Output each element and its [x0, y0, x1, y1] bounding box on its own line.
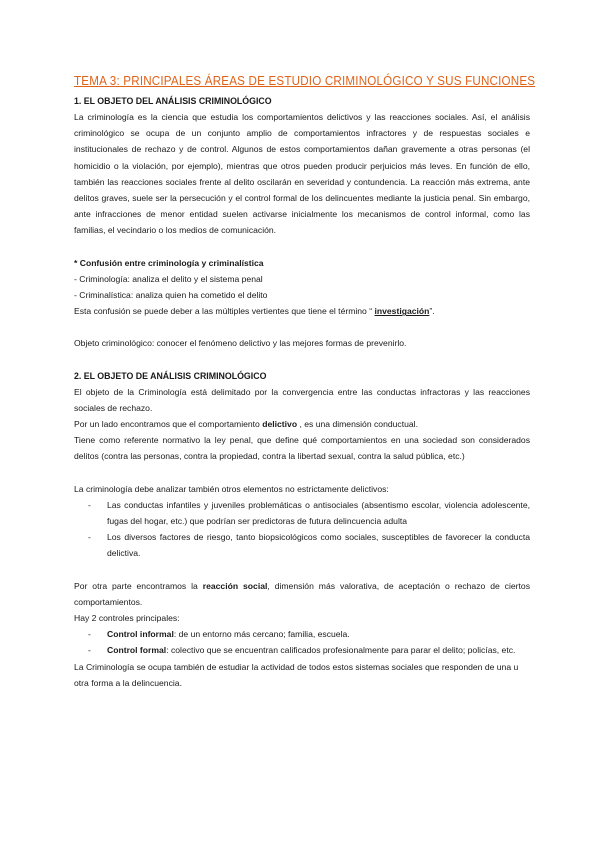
section-1-heading: 1. EL OBJETO DEL ANÁLISIS CRIMINOLÓGICO [74, 96, 272, 106]
closing-paragraph: La Criminología se ocupa también de estudiar la actividad de todos estos sistemas sociales que responden de una u otra forma a la delincuencia. [74, 661, 519, 688]
confusion-item-criminologia: - Criminología: analiza el delito y el sistema penal [74, 273, 263, 284]
confusion-note [74, 303, 530, 319]
delictivo-bold: delictivo [262, 419, 298, 430]
section-2-intro: El objeto de la Criminología está delimitado por la convergencia entre las conductas infractoras y las reacciones sociales de rechazo. [74, 386, 530, 413]
controls-list [74, 626, 530, 658]
spacer [74, 239, 530, 255]
spacer [74, 465, 530, 481]
other-elements-intro: La criminología debe analizar también otros elementos no estrictamente delictivos: [74, 483, 389, 494]
document-page [74, 72, 536, 691]
reaction-paragraph [74, 578, 530, 610]
section-2-heading: 2. EL OBJETO DE ANÁLISIS CRIMINOLÓGICO [74, 370, 267, 381]
line-text: Por un lado encontramos que el comportamiento [74, 419, 263, 430]
control-label: Control informal [107, 629, 174, 640]
section-1-paragraph: La criminología es la ciencia que estudia los comportamientos delictivos y las reacciones sociales. Así, el análisis criminológico se ocupa de un conjunto amplio de comportamientos infractores y de respuestas sociales e institucionales de rechazo y de control. Algunos de estos comportamientos dañan gravemente a otras personas (el homicidio o la violación, por ejemplo), mientras que otros pueden producir perjuicios más leves. En función de ello, también las reacciones sociales frente al delito oscilarán en severidad y contundencia. La reacción más extrema, ante delitos graves, suele ser la persecución y el control formal de los delincuentes mediante la justicia penal. Sin embargo, ante infracciones de menor entidad suelen activarse inicialmente los mecanismos de control informal, como las familias, el vecindario o los medios de comunicación. [74, 112, 530, 236]
spacer [74, 319, 530, 335]
list-item-control-formal [74, 642, 530, 658]
document-title: TEMA 3: PRINCIPALES ÁREAS DE ESTUDIO CRIMINOLÓGICO Y SUS FUNCIONES [74, 74, 536, 88]
list-item: - Las conductas infantiles y juveniles problemáticas o antisociales (absentismo escolar, violencia adolescente, fugas del hogar, etc.) que podrían ser predictoras de futura delincuencia adulta [74, 497, 530, 529]
line-text: , es una dimensión conductual. [297, 419, 418, 430]
spacer [74, 352, 530, 368]
line-text: , dimensión más valorativa, de aceptación o rechazo de ciertos comportamientos. [74, 580, 530, 607]
confusion-heading: * Confusión entre criminología y criminalística [74, 257, 264, 268]
control-text: : de un entorno más cercano; familia, escuela. [173, 629, 350, 640]
elements-list [74, 497, 530, 562]
investigacion-term: investigación [374, 306, 430, 317]
confusion-note-pre: Esta confusión se puede deber a las múltiples vertientes que tiene el término “ [74, 306, 375, 317]
control-label: Control formal [107, 645, 167, 656]
section-2-line-ley-penal: Tiene como referente normativo la ley penal, que define qué comportamientos en una sociedad son considerados delitos (contra las personas, contra la propiedad, contra la libertad sexual, contra la salud pública, etc.) [74, 435, 530, 462]
line-text: Por otra parte encontramos la [74, 580, 203, 591]
section-2-line-delictivo [74, 416, 530, 432]
reaccion-social-bold: reacción social [202, 580, 268, 591]
list-item-control-informal [74, 626, 530, 642]
controls-intro: Hay 2 controles principales: [74, 613, 180, 624]
confusion-note-post: ”. [429, 306, 435, 317]
object-line: Objeto criminológico: conocer el fenómeno delictivo y las mejores formas de prevenirlo. [74, 338, 407, 349]
confusion-item-criminalistica: - Criminalística: analiza quien ha cometido el delito [74, 290, 268, 301]
control-text: : colectivo que se encuentran calificados profesionalmente para parar el delito; policías, etc. [166, 645, 516, 656]
spacer [74, 562, 530, 578]
list-item: - Los diversos factores de riesgo, tanto biopsicológicos como sociales, susceptibles de favorecer la conducta delictiva. [74, 529, 530, 561]
